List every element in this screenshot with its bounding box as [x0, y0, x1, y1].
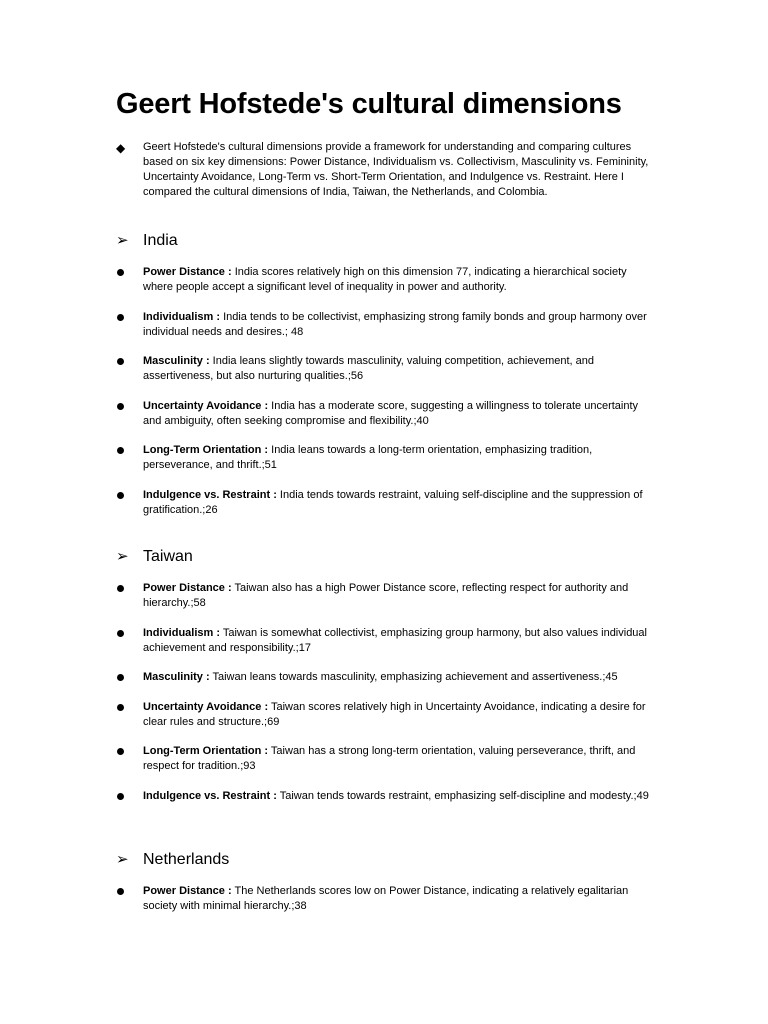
- bullet-icon: [117, 358, 124, 365]
- section-heading: [116, 850, 656, 870]
- dimension-label: Uncertainty Avoidance :: [143, 399, 269, 412]
- list-item: [116, 744, 656, 774]
- bullet-icon: [117, 674, 124, 681]
- section-india: [116, 231, 656, 518]
- list-item: [116, 670, 656, 685]
- dimension-label: Indulgence vs. Restraint :: [143, 789, 277, 802]
- dimension-text: Taiwan leans towards masculinity, emphasizing achievement and assertiveness.;45: [209, 671, 618, 683]
- dimension-label: Power Distance :: [143, 266, 232, 278]
- dimension-label: Power Distance :: [143, 582, 232, 594]
- dimension-text: India scores relatively high on this dimension 77, indicating a hierarchical society where people accept a significant level of inequality in power and authority.: [143, 266, 627, 293]
- diamond-bullet-icon: ◆: [116, 141, 126, 155]
- arrow-bullet-icon: ➢: [116, 851, 129, 868]
- dimension-label: Individualism :: [143, 310, 221, 323]
- bullet-icon: [117, 314, 124, 321]
- list-item: [116, 626, 656, 656]
- dimension-text: Taiwan has a strong long-term orientation, valuing perseverance, thrift, and respect for tradition.;93: [143, 745, 636, 772]
- intro-text: Geert Hofstede's cultural dimensions provide a framework for understanding and comparing cultures based on six key dimensions: Power Distance, Individualism vs. Collectivism, Masculinity vs. Femininity, Uncertainty Avoidance, Long-Term vs. Short-Term Orientation, and Indulgence vs. Restraint. Here I compared the cultural dimensions of India, Taiwan, the Netherlands, and Colombia.: [143, 141, 649, 198]
- dimension-text: Taiwan scores relatively high in Uncertainty Avoidance, indicating a desire for clear rules and structure.;69: [143, 700, 646, 728]
- bullet-icon: [117, 793, 124, 800]
- intro-paragraph: [116, 140, 656, 200]
- dimension-text: Taiwan also has a high Power Distance score, reflecting respect for authority and hierarchy.;58: [143, 582, 629, 609]
- dimension-label: Long-Term Orientation :: [143, 745, 269, 757]
- section-heading: [116, 547, 656, 567]
- dimension-list: [116, 884, 656, 914]
- list-item: [116, 884, 656, 914]
- list-item: [116, 354, 656, 384]
- dimension-label: Masculinity :: [143, 671, 210, 683]
- arrow-bullet-icon: ➢: [116, 548, 129, 565]
- dimension-text: Taiwan is somewhat collectivist, emphasizing group harmony, but also values individual achievement and responsibility.;17: [143, 626, 647, 654]
- dimension-label: Power Distance :: [143, 885, 232, 897]
- dimension-text: The Netherlands scores low on Power Distance, indicating a relatively egalitarian society with minimal hierarchy.;38: [143, 885, 629, 912]
- list-item: [116, 399, 656, 429]
- section-heading-text: Taiwan: [143, 548, 193, 565]
- section-heading-text: Netherlands: [143, 851, 230, 868]
- dimension-label: Indulgence vs. Restraint :: [143, 488, 277, 501]
- dimension-label: Long-Term Orientation :: [143, 444, 269, 456]
- bullet-icon: [117, 888, 124, 895]
- list-item: [116, 581, 656, 611]
- bullet-icon: [117, 403, 124, 410]
- list-item: [116, 443, 656, 473]
- arrow-bullet-icon: ➢: [116, 232, 129, 249]
- section-heading: [116, 231, 656, 251]
- list-item: [116, 488, 656, 518]
- dimension-text: India has a moderate score, suggesting a willingness to tolerate uncertainty and ambiguity, often seeking compromise and flexibility.;40: [143, 399, 639, 427]
- section-taiwan: [116, 547, 656, 804]
- dimension-text: India leans slightly towards masculinity, valuing competition, achievement, and assertiveness, but also nurturing qualities.;56: [143, 355, 595, 382]
- bullet-icon: [117, 748, 124, 755]
- dimension-list: [116, 581, 656, 804]
- dimension-text: Taiwan tends towards restraint, emphasizing self-discipline and modesty.;49: [276, 789, 649, 802]
- dimension-label: Individualism :: [143, 626, 221, 639]
- dimension-text: India tends to be collectivist, emphasizing strong family bonds and group harmony over individual needs and desires.; 48: [143, 310, 647, 338]
- bullet-icon: [117, 269, 124, 276]
- list-item: [116, 700, 656, 730]
- dimension-text: India tends towards restraint, valuing self-discipline and the suppression of gratification.;26: [143, 488, 643, 516]
- list-item: [116, 310, 656, 340]
- page-title: Geert Hofstede's cultural dimensions: [116, 88, 622, 120]
- dimension-text: India leans towards a long-term orientation, emphasizing tradition, perseverance, and thrift.;51: [143, 444, 593, 471]
- bullet-icon: [117, 492, 124, 499]
- dimension-label: Masculinity :: [143, 355, 210, 367]
- dimension-list: [116, 265, 656, 518]
- bullet-icon: [117, 585, 124, 592]
- bullet-icon: [117, 630, 124, 637]
- dimension-label: Uncertainty Avoidance :: [143, 700, 269, 713]
- bullet-icon: [117, 704, 124, 711]
- bullet-icon: [117, 447, 124, 454]
- section-netherlands: [116, 850, 656, 914]
- list-item: [116, 265, 656, 295]
- list-item: [116, 789, 656, 804]
- section-heading-text: India: [143, 232, 178, 249]
